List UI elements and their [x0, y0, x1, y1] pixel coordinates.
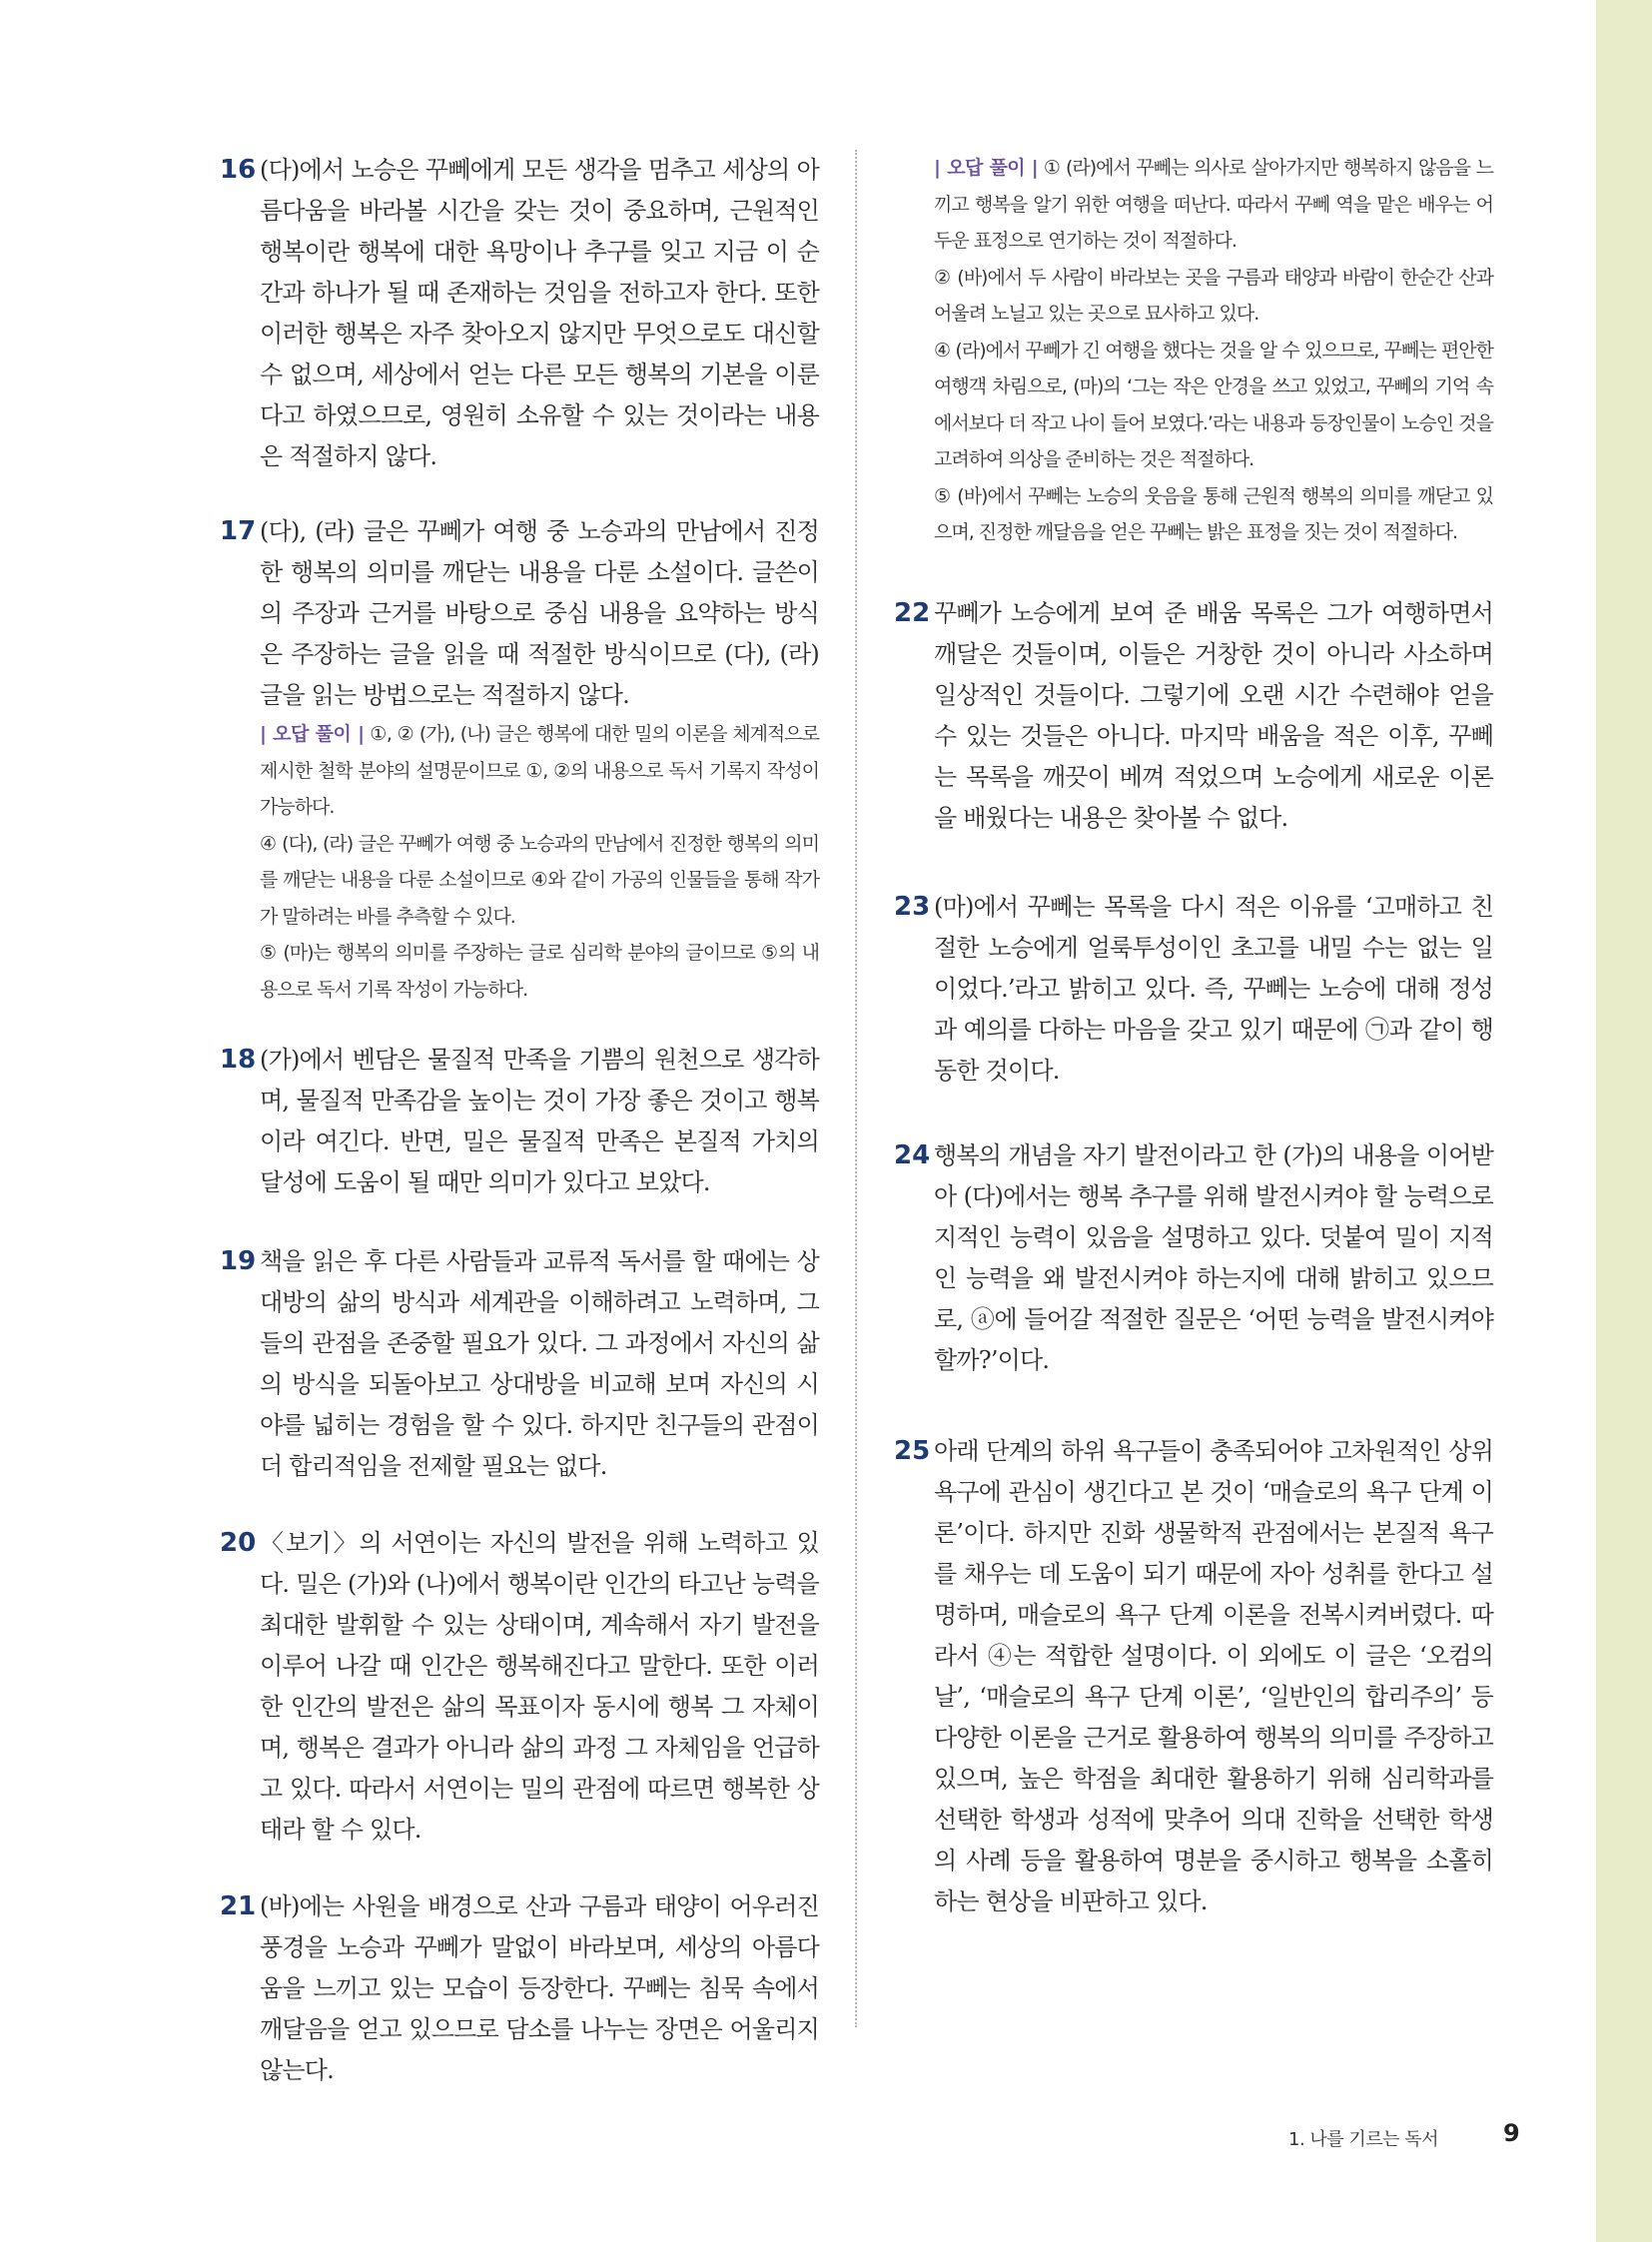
answer-text: 책을 읽은 후 다른 사람들과 교류적 독서를 할 때에는 상대방의 삶의 방식과 세계관을 이해하려고 노력하며, 그들의 관점을 존중할 필요가 있다. 그 과정에서 자신의 삶의 방식을 되돌아보고 상대방을 비교해 보며 자신의 시야를 넓히는 경험을 할 수 있다. 하지만 친구들의 관점이 더 합리적임을 전제할 필요는 없다. [260, 1247, 819, 1480]
question-number: 19 [220, 1246, 257, 1276]
answer-23 [894, 887, 1493, 1092]
answer-20 [220, 1523, 819, 1851]
question-number: 17 [220, 516, 257, 546]
answer-19 [220, 1241, 819, 1487]
answer-text: (다)에서 노승은 꾸뻬에게 모든 생각을 멈추고 세상의 아름다움을 바라볼 시간을 갖는 것이 중요하며, 근원적인 행복이란 행복에 대한 욕망이나 추구를 잊고 지금 이 순간과 하나가 될 때 존재하는 것임을 전하고자 한다. 또한 이러한 행복은 자주 찾아오지 않지만 무엇으로도 대신할 수 없으며, 세상에서 얻는 다른 모든 행복의 기본을 이룬다고 하였으므로, 영원히 소유할 수 있는 것이라는 내용은 적절하지 않다. [260, 156, 819, 470]
answer-text: (바)에는 사원을 배경으로 산과 구름과 태양이 어우러진 풍경을 노승과 꾸뻬가 말없이 바라보며, 세상의 아름다움을 느끼고 있는 모습이 등장한다. 꾸뻬는 침묵 속에서 깨달음을 얻고 있으므로 담소를 나누는 장면은 어울리지 않는다. [260, 1892, 819, 2084]
note-line: ⑤ (마)는 행복의 의미를 주장하는 글로 심리학 분야의 글이므로 ⑤의 내용으로 독서 기록 작성이 가능하다. [260, 942, 819, 1001]
question-number: 24 [894, 1139, 931, 1170]
note-line: ① (라)에서 꾸뻬는 의사로 살아가지만 행복하지 않음을 느끼고 행복을 알기 위한 여행을 떠난다. 따라서 꾸뻬 역을 맡은 배우는 어두운 표정으로 연기하는 것이 적절하다. [934, 157, 1493, 252]
note-line: ⑤ (바)에서 꾸뻬는 노승의 웃음을 통해 근원적 행복의 의미를 깨닫고 있으며, 진정한 깨달음을 얻은 꾸뻬는 밝은 표정을 짓는 것이 적절하다. [934, 484, 1493, 543]
answer-21-notes [894, 150, 1493, 551]
question-number: 20 [220, 1528, 257, 1558]
page-number: 9 [1503, 2119, 1520, 2147]
question-number: 25 [894, 1435, 931, 1466]
answer-16 [220, 150, 819, 477]
note-line: ② (바)에서 두 사람이 바라보는 곳을 구름과 태양과 바람이 한순간 산과 어울려 노닐고 있는 곳으로 묘사하고 있다. [934, 266, 1493, 325]
note-line: ①, ② (가), (나) 글은 행복에 대한 밀의 이론을 체계적으로 제시한 철학 분야의 설명문이므로 ①, ②의 내용으로 독서 기록지 작성이 가능하다. [260, 723, 819, 818]
question-number: 23 [894, 891, 931, 922]
note-tag: | 오답 풀이 | [934, 157, 1039, 179]
wrong-answer-note [260, 716, 819, 826]
question-number: 22 [894, 597, 931, 628]
footer-chapter-title: 1. 나를 기르는 독서 [1288, 2129, 1439, 2150]
answer-text: (마)에서 꾸뻬는 목록을 다시 적은 이유를 ‘고매하고 친절한 노승에게 얼룩투성이인 초고를 내밀 수는 없는 일이었다.’라고 밝히고 있다. 즉, 꾸뻬는 노승에 대해 정성과 예의를 다하는 마음을 갖고 있기 때문에 ㉠과 같이 행동한 것이다. [934, 892, 1493, 1085]
left-column [220, 150, 819, 2091]
answer-text: (다), (라) 글은 꾸뻬가 여행 중 노승과의 만남에서 진정한 행복의 의미를 깨닫는 내용을 다룬 소설이다. 글쓴이의 주장과 근거를 바탕으로 중심 내용을 요약하는 방식은 주장하는 글을 읽을 때 적절한 방식이므로 (다), (라) 글을 읽는 방법으로는 적절하지 않다. [260, 517, 819, 709]
answer-24 [894, 1135, 1493, 1381]
question-number: 18 [220, 1045, 257, 1075]
answer-22 [894, 593, 1493, 839]
answer-text: 꾸뻬가 노승에게 보여 준 배움 목록은 그가 여행하면서 깨달은 것들이며, 이들은 거창한 것이 아니라 사소하며 일상적인 것들이다. 그렇기에 오랜 시간 수련해야 얻을 수 있는 것들은 아니다. 마지막 배움을 적은 이후, 꾸뻬는 목록을 깨끗이 베껴 적었으며 노승에게 새로운 이론을 배웠다는 내용은 찾아볼 수 없다. [934, 598, 1493, 832]
answer-text: 아래 단계의 하위 욕구들이 충족되어야 고차원적인 상위 욕구에 관심이 생긴다고 본 것이 ‘매슬로의 욕구 단계 이론’이다. 하지만 진화 생물학적 관점에서는 본질적 욕구를 채우는 데 도움이 되기 때문에 자아 성취를 한다고 설명하며, 매슬로의 욕구 단계 이론을 전복시켜버렸다. 따라서 ④는 적합한 설명이다. 이 외에도 이 글은 ‘오컴의 날’, ‘매슬로의 욕구 단계 이론’, ‘일반인의 합리주의’ 등 다양한 이론을 근거로 활용하여 행복의 의미를 주장하고 있으며, 높은 학점을 최대한 활용하기 위해 심리학과를 선택한 학생과 성적에 맞추어 의대 진학을 선택한 학생의 사례 등을 활용하여 명분을 중시하고 행복을 소홀히 하는 현상을 비판하고 있다. [934, 1436, 1493, 1915]
right-column [894, 150, 1493, 1922]
answer-25 [894, 1431, 1493, 1922]
wrong-answer-note [934, 150, 1493, 260]
answer-17 [220, 511, 819, 1008]
answer-21 [220, 1886, 819, 2091]
answer-text: 행복의 개념을 자기 발전이라고 한 (가)의 내용을 이어받아 (다)에서는 행복 추구를 위해 발전시켜야 할 능력으로 지적인 능력이 있음을 설명하고 있다. 덧붙여 밀이 지적인 능력을 왜 발전시켜야 하는지에 대해 밝히고 있으므로, ⓐ에 들어갈 적절한 질문은 ‘어떤 능력을 발전시켜야 할까?’이다. [934, 1140, 1493, 1374]
side-color-band [1596, 0, 1652, 2242]
note-tag: | 오답 풀이 | [260, 723, 365, 745]
column-divider [855, 150, 857, 2027]
question-number: 16 [220, 155, 257, 185]
question-number: 21 [220, 1891, 257, 1921]
answer-text: (가)에서 벤담은 물질적 만족을 기쁨의 원천으로 생각하며, 물질적 만족감을 높이는 것이 가장 좋은 것이고 행복이라 여긴다. 반면, 밀은 물질적 만족은 본질적 가치의 달성에 도움이 될 때만 의미가 있다고 보았다. [260, 1046, 819, 1196]
answer-text: 〈보기〉의 서연이는 자신의 발전을 위해 노력하고 있다. 밀은 (가)와 (나)에서 행복이란 인간의 타고난 능력을 최대한 발휘할 수 있는 상태이며, 계속해서 자기 발전을 이루어 나갈 때 인간은 행복해진다고 말한다. 또한 이러한 인간의 발전은 삶의 목표이자 동시에 행복 그 자체이며, 행복은 결과가 아니라 삶의 과정 그 자체임을 언급하고 있다. 따라서 서연이는 밀의 관점에 따르면 행복한 상태라 할 수 있다. [260, 1529, 819, 1844]
answer-18 [220, 1040, 819, 1203]
note-line: ④ (다), (라) 글은 꾸뻬가 여행 중 노승과의 만남에서 진정한 행복의 의미를 깨닫는 내용을 다룬 소설이므로 ④와 같이 가공의 인물들을 통해 작가가 말하려는 바를 추측할 수 있다. [260, 832, 819, 928]
note-line: ④ (라)에서 꾸뻬가 긴 여행을 했다는 것을 알 수 있으므로, 꾸뻬는 편안한 여행객 차림으로, (마)의 ‘그는 작은 안경을 쓰고 있었고, 꾸뻬의 기억 속에서보다 더 작고 나이 들어 보였다.’라는 내용과 등장인물이 노승인 것을 고려하여 의상을 준비하는 것은 적절하다. [934, 339, 1493, 470]
